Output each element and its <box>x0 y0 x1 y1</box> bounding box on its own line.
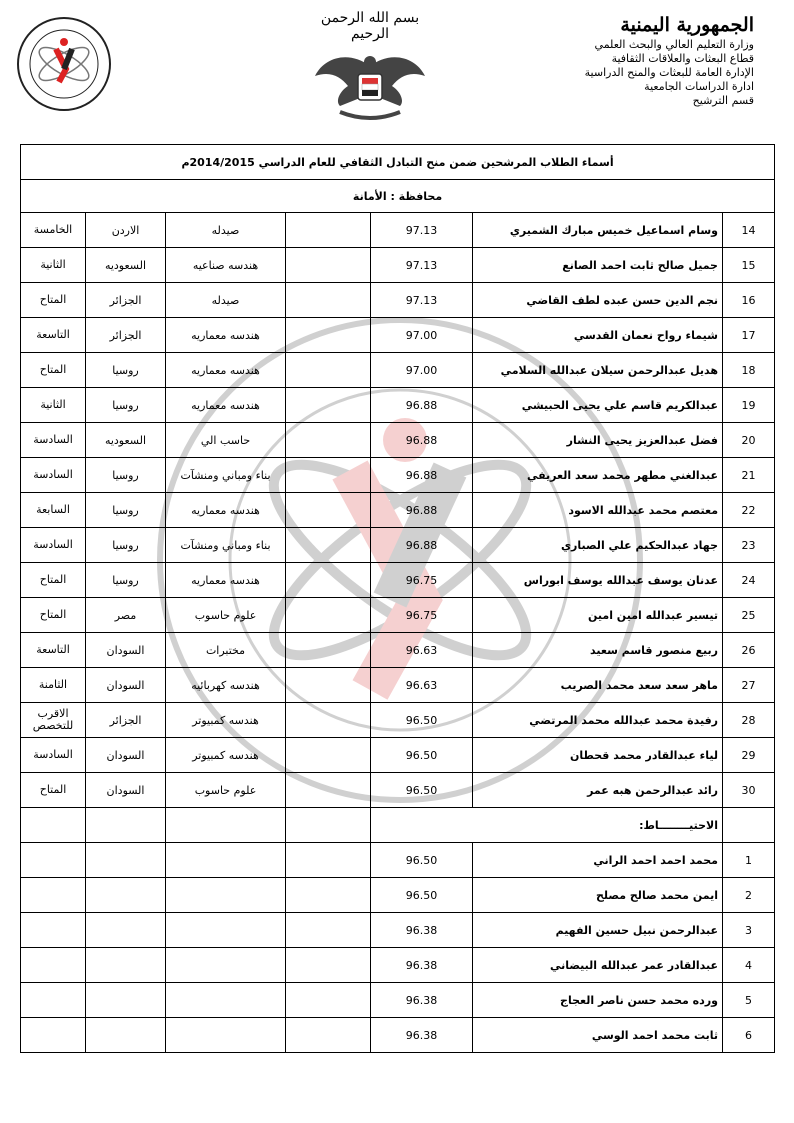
empty-cell <box>286 633 371 668</box>
grade-cell: 96.38 <box>371 913 473 948</box>
grade-cell: 97.13 <box>371 213 473 248</box>
specialization-cell: هندسه معماريه <box>166 318 286 353</box>
empty-cell <box>86 913 166 948</box>
header-line: وزارة التعليم العالي والبحث العلمي <box>594 38 754 51</box>
table-row <box>21 738 775 773</box>
rank-cell: التاسعة <box>21 633 86 668</box>
empty-cell <box>286 248 371 283</box>
empty-cell <box>286 913 371 948</box>
empty-cell <box>86 983 166 1018</box>
empty-cell <box>21 948 86 983</box>
specialization-cell: هندسه كمبيوتر <box>166 738 286 773</box>
province-label: محافظة : الأمانة <box>21 180 775 213</box>
specialization-cell: هندسه معماريه <box>166 353 286 388</box>
empty-cell <box>286 458 371 493</box>
number-cell: 3 <box>723 913 775 948</box>
students-body <box>21 213 775 808</box>
specialization-cell: بناء ومباني ومنشآت <box>166 528 286 563</box>
empty-cell <box>166 843 286 878</box>
number-cell: 17 <box>723 318 775 353</box>
specialization-cell: مختبرات <box>166 633 286 668</box>
country-cell: الاردن <box>86 213 166 248</box>
specialization-cell: هندسه كهربائيه <box>166 668 286 703</box>
specialization-cell: هندسه صناعيه <box>166 248 286 283</box>
table-row <box>21 248 775 283</box>
number-cell: 24 <box>723 563 775 598</box>
grade-cell: 96.63 <box>371 668 473 703</box>
rank-cell: السادسة <box>21 738 86 773</box>
bismillah: بسم الله الرحمن الرحيم <box>320 10 420 42</box>
table-row <box>21 283 775 318</box>
name-cell: وسام اسماعيل خميس مبارك الشميري <box>473 213 723 248</box>
empty-cell <box>86 808 166 843</box>
empty-cell <box>166 983 286 1018</box>
empty-cell <box>286 668 371 703</box>
grade-cell: 96.38 <box>371 1018 473 1053</box>
empty-cell <box>21 843 86 878</box>
number-cell: 21 <box>723 458 775 493</box>
province-row <box>21 180 775 213</box>
rank-cell: التاسعة <box>21 318 86 353</box>
specialization-cell: هندسه معماريه <box>166 563 286 598</box>
name-cell: عدنان يوسف عبدالله يوسف ابوراس <box>473 563 723 598</box>
table-title: أسماء الطلاب المرشحين ضمن منح التبادل الثقافي للعام الدراسي 2014/2015م <box>21 145 775 180</box>
header-line: الإدارة العامة للبعثات والمنح الدراسية <box>584 66 754 79</box>
empty-cell <box>286 1018 371 1053</box>
empty-cell <box>286 773 371 808</box>
empty-cell <box>166 808 286 843</box>
name-cell: محمد احمد احمد الراني <box>473 843 723 878</box>
name-cell: فضل عبدالعزيز يحيى النشار <box>473 423 723 458</box>
emblem-block <box>300 10 440 130</box>
empty-cell <box>286 528 371 563</box>
rank-cell: الخامسة <box>21 213 86 248</box>
name-cell: رفيدة محمد عبدالله محمد المرتضي <box>473 703 723 738</box>
empty-cell <box>286 388 371 423</box>
name-cell: ثابت محمد احمد الوسي <box>473 1018 723 1053</box>
country-cell: مصر <box>86 598 166 633</box>
name-cell: هديل عبدالرحمن سيلان عبدالله السلامي <box>473 353 723 388</box>
table-row <box>21 703 775 738</box>
table-row <box>21 1018 775 1053</box>
empty-cell <box>286 493 371 528</box>
grade-cell: 96.75 <box>371 598 473 633</box>
table-row <box>21 598 775 633</box>
eagle-emblem-icon <box>310 46 430 126</box>
grade-cell: 96.50 <box>371 843 473 878</box>
number-cell: 6 <box>723 1018 775 1053</box>
table-row <box>21 493 775 528</box>
grade-cell: 96.38 <box>371 983 473 1018</box>
table-row <box>21 633 775 668</box>
empty-cell <box>21 913 86 948</box>
ministry-logo <box>14 14 114 114</box>
specialization-cell: صيدله <box>166 213 286 248</box>
rank-cell: الثانية <box>21 388 86 423</box>
table-row <box>21 318 775 353</box>
table-row <box>21 563 775 598</box>
specialization-cell: هندسه كمبيوتر <box>166 703 286 738</box>
empty-cell <box>286 808 371 843</box>
name-cell: رائد عبدالرحمن هبه عمر <box>473 773 723 808</box>
empty-cell <box>723 808 775 843</box>
number-cell: 23 <box>723 528 775 563</box>
country-cell: روسيا <box>86 388 166 423</box>
header-line: ادارة الدراسات الجامعية <box>644 80 754 93</box>
country-cell: السودان <box>86 668 166 703</box>
name-cell: عبدالقادر عمر عبدالله البيضاني <box>473 948 723 983</box>
name-cell: عبدالغني مطهر محمد سعد العريفي <box>473 458 723 493</box>
number-cell: 30 <box>723 773 775 808</box>
empty-cell <box>86 948 166 983</box>
reserve-label: الاحتيــــــــاط: <box>371 808 723 843</box>
rank-cell: السادسة <box>21 528 86 563</box>
name-cell: عبدالرحمن نبيل حسين الفهيم <box>473 913 723 948</box>
name-cell: جهاد عبدالحكيم علي الصباري <box>473 528 723 563</box>
rank-cell: الثامنة <box>21 668 86 703</box>
grade-cell: 97.13 <box>371 283 473 318</box>
grade-cell: 96.50 <box>371 738 473 773</box>
header-block <box>514 14 754 108</box>
header-line: قسم الترشيح <box>692 94 754 107</box>
table-row <box>21 668 775 703</box>
grade-cell: 96.50 <box>371 703 473 738</box>
empty-cell <box>286 843 371 878</box>
number-cell: 4 <box>723 948 775 983</box>
table-row <box>21 878 775 913</box>
country-cell: الجزائر <box>86 283 166 318</box>
rank-cell: المتاح <box>21 563 86 598</box>
country-cell: روسيا <box>86 563 166 598</box>
table-row <box>21 423 775 458</box>
empty-cell <box>21 808 86 843</box>
empty-cell <box>286 563 371 598</box>
empty-cell <box>86 878 166 913</box>
country-cell: السعوديه <box>86 248 166 283</box>
number-cell: 18 <box>723 353 775 388</box>
specialization-cell: علوم حاسوب <box>166 773 286 808</box>
name-cell: لياء عبدالقادر محمد قحطان <box>473 738 723 773</box>
grade-cell: 96.88 <box>371 493 473 528</box>
rank-cell: السادسة <box>21 423 86 458</box>
name-cell: معتصم محمد عبدالله الاسود <box>473 493 723 528</box>
rank-cell: السادسة <box>21 458 86 493</box>
empty-cell <box>21 1018 86 1053</box>
table-title-row <box>21 145 775 180</box>
empty-cell <box>166 913 286 948</box>
number-cell: 20 <box>723 423 775 458</box>
specialization-cell: صيدله <box>166 283 286 318</box>
name-cell: ايمن محمد صالح مصلح <box>473 878 723 913</box>
name-cell: ورده محمد حسن ناصر العجاج <box>473 983 723 1018</box>
number-cell: 19 <box>723 388 775 423</box>
empty-cell <box>286 318 371 353</box>
table-row <box>21 948 775 983</box>
name-cell: ربيع منصور قاسم سعيد <box>473 633 723 668</box>
name-cell: جميل صالح ثابت احمد الصانع <box>473 248 723 283</box>
grade-cell: 96.75 <box>371 563 473 598</box>
table-row <box>21 843 775 878</box>
country-cell: روسيا <box>86 458 166 493</box>
empty-cell <box>166 948 286 983</box>
empty-cell <box>286 983 371 1018</box>
empty-cell <box>166 1018 286 1053</box>
empty-cell <box>286 598 371 633</box>
number-cell: 26 <box>723 633 775 668</box>
empty-cell <box>21 878 86 913</box>
specialization-cell: هندسه معماريه <box>166 388 286 423</box>
table-row <box>21 213 775 248</box>
empty-cell <box>286 423 371 458</box>
rank-cell: الثانية <box>21 248 86 283</box>
grade-cell: 96.88 <box>371 458 473 493</box>
candidates-table <box>20 144 775 1053</box>
rank-cell: المتاح <box>21 283 86 318</box>
specialization-cell: بناء ومباني ومنشآت <box>166 458 286 493</box>
empty-cell <box>86 1018 166 1053</box>
table-row <box>21 388 775 423</box>
country-cell: السودان <box>86 738 166 773</box>
country-cell: السودان <box>86 773 166 808</box>
number-cell: 5 <box>723 983 775 1018</box>
number-cell: 16 <box>723 283 775 318</box>
empty-cell <box>286 353 371 388</box>
table-row <box>21 458 775 493</box>
number-cell: 28 <box>723 703 775 738</box>
empty-cell <box>286 738 371 773</box>
country-cell: الجزائر <box>86 318 166 353</box>
number-cell: 22 <box>723 493 775 528</box>
number-cell: 14 <box>723 213 775 248</box>
empty-cell <box>286 948 371 983</box>
table-row <box>21 528 775 563</box>
number-cell: 29 <box>723 738 775 773</box>
table-row <box>21 913 775 948</box>
grade-cell: 96.88 <box>371 423 473 458</box>
name-cell: عبدالكريم قاسم علي يحيى الحبيشي <box>473 388 723 423</box>
rank-cell: المتاح <box>21 353 86 388</box>
rank-cell: المتاح <box>21 773 86 808</box>
empty-cell <box>166 878 286 913</box>
empty-cell <box>286 878 371 913</box>
specialization-cell: هندسه معماريه <box>166 493 286 528</box>
republic-title: الجمهورية اليمنية <box>620 14 754 36</box>
ministry-seal-icon <box>14 14 114 114</box>
country-cell: السعوديه <box>86 423 166 458</box>
country-cell: السودان <box>86 633 166 668</box>
empty-cell <box>21 983 86 1018</box>
grade-cell: 97.13 <box>371 248 473 283</box>
grade-cell: 96.50 <box>371 878 473 913</box>
header-line: قطاع البعثات والعلاقات الثقافية <box>611 52 754 65</box>
grade-cell: 96.63 <box>371 633 473 668</box>
specialization-cell: علوم حاسوب <box>166 598 286 633</box>
table-row <box>21 983 775 1018</box>
number-cell: 25 <box>723 598 775 633</box>
name-cell: شيماء رواح نعمان القدسي <box>473 318 723 353</box>
country-cell: الجزائر <box>86 703 166 738</box>
reserve-header-row <box>21 808 775 843</box>
rank-cell: المتاح <box>21 598 86 633</box>
grade-cell: 97.00 <box>371 353 473 388</box>
number-cell: 1 <box>723 843 775 878</box>
country-cell: روسيا <box>86 493 166 528</box>
rank-cell: السابعة <box>21 493 86 528</box>
grade-cell: 96.88 <box>371 388 473 423</box>
empty-cell <box>86 843 166 878</box>
number-cell: 27 <box>723 668 775 703</box>
country-cell: روسيا <box>86 528 166 563</box>
grade-cell: 96.50 <box>371 773 473 808</box>
country-cell: روسيا <box>86 353 166 388</box>
table-row <box>21 773 775 808</box>
number-cell: 15 <box>723 248 775 283</box>
grade-cell: 96.88 <box>371 528 473 563</box>
reserves-body <box>21 843 775 1053</box>
name-cell: تيسير عبدالله امين امين <box>473 598 723 633</box>
number-cell: 2 <box>723 878 775 913</box>
grade-cell: 97.00 <box>371 318 473 353</box>
table-row <box>21 353 775 388</box>
specialization-cell: حاسب الي <box>166 423 286 458</box>
name-cell: نجم الدين حسن عبده لطف القاضي <box>473 283 723 318</box>
empty-cell <box>286 213 371 248</box>
grade-cell: 96.38 <box>371 948 473 983</box>
rank-cell: الاقرب للتخصص <box>21 703 86 738</box>
empty-cell <box>286 283 371 318</box>
name-cell: ماهر سعد سعد محمد الصريب <box>473 668 723 703</box>
empty-cell <box>286 703 371 738</box>
